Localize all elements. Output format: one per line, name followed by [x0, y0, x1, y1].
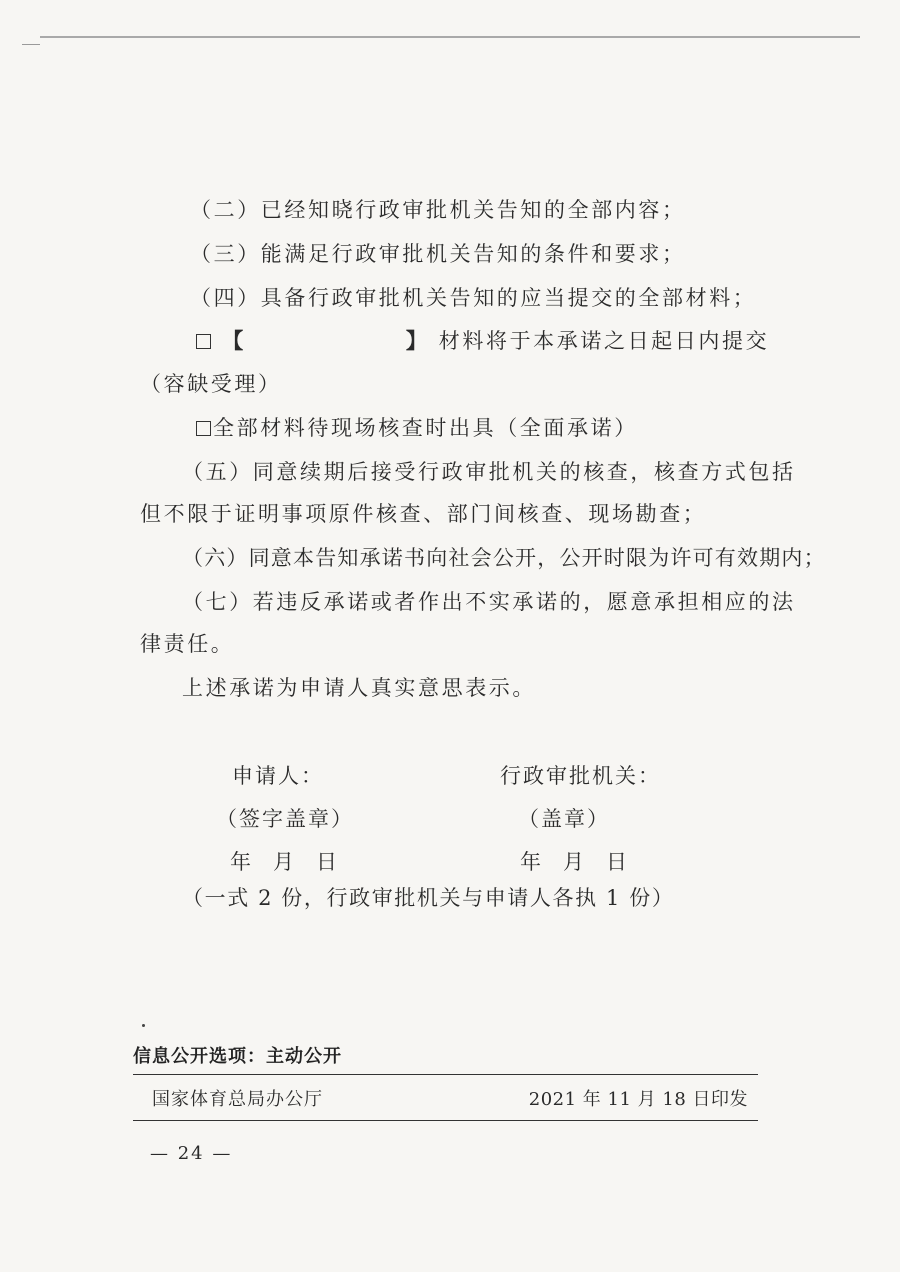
applicant-date-day: 日 — [316, 850, 339, 874]
copies-note: （一式 2 份，行政审批机关与申请人各执 1 份） — [182, 886, 675, 910]
page-number: — 24 — — [150, 1143, 233, 1164]
option-partial-text: 材料将于本承诺之日起日内提交 — [438, 329, 770, 353]
item-2: （二）已经知晓行政审批机关告知的全部内容； — [190, 198, 686, 222]
checkbox-full[interactable] — [196, 421, 211, 436]
bracket-close: 】 — [405, 328, 430, 353]
applicant-seal: （签字盖章） — [216, 807, 354, 831]
applicant-label: 申请人： — [232, 764, 324, 788]
scan-edge-mark — [22, 44, 40, 45]
bracket-open: 【 — [222, 328, 246, 353]
applicant-date-year: 年 — [230, 850, 253, 874]
option-full-text: 全部材料待现场核查时出具（全面承诺） — [213, 416, 638, 440]
disclosure-option: 信息公开选项：主动公开 — [133, 1046, 342, 1067]
footer-rule-top — [133, 1074, 758, 1075]
item-3: （三）能满足行政审批机关告知的条件和要求； — [190, 242, 686, 266]
applicant-date — [230, 846, 359, 876]
authority-seal: （盖章） — [518, 807, 610, 831]
authority-date-day: 日 — [606, 850, 629, 874]
footer-rule-bottom — [133, 1120, 758, 1121]
item-7-line-1: （七）若违反承诺或者作出不实承诺的，愿意承担相应的法 — [182, 590, 796, 614]
issue-date: 2021 年 11 月 18 日印发 — [528, 1089, 748, 1110]
authority-date — [520, 846, 649, 876]
item-5-line-2: 但不限于证明事项原件核查、部门间核查、现场勘查； — [140, 502, 707, 526]
item-4: （四）具备行政审批机关告知的应当提交的全部材料； — [190, 286, 757, 310]
checkbox-partial[interactable] — [196, 334, 211, 349]
item-5-line-1: （五）同意续期后接受行政审批机关的核查，核查方式包括 — [182, 460, 796, 484]
authority-date-year: 年 — [520, 850, 543, 874]
applicant-date-month: 月 — [273, 850, 296, 874]
option-partial-commitment — [196, 327, 769, 355]
issuing-office: 国家体育总局办公厅 — [152, 1089, 323, 1110]
authority-date-month: 月 — [563, 850, 586, 874]
statement: 上述承诺为申请人真实意思表示。 — [182, 676, 536, 700]
authority-label: 行政审批机关： — [500, 764, 661, 788]
option-partial-continued: （容缺受理） — [140, 372, 282, 396]
scan-top-rule — [40, 36, 860, 38]
item-7-line-2: 律责任。 — [140, 632, 235, 656]
item-6: （六）同意本告知承诺书向社会公开，公开时限为许可有效期内； — [182, 546, 826, 570]
option-full-commitment — [196, 414, 638, 442]
scan-dot — [142, 1024, 145, 1027]
